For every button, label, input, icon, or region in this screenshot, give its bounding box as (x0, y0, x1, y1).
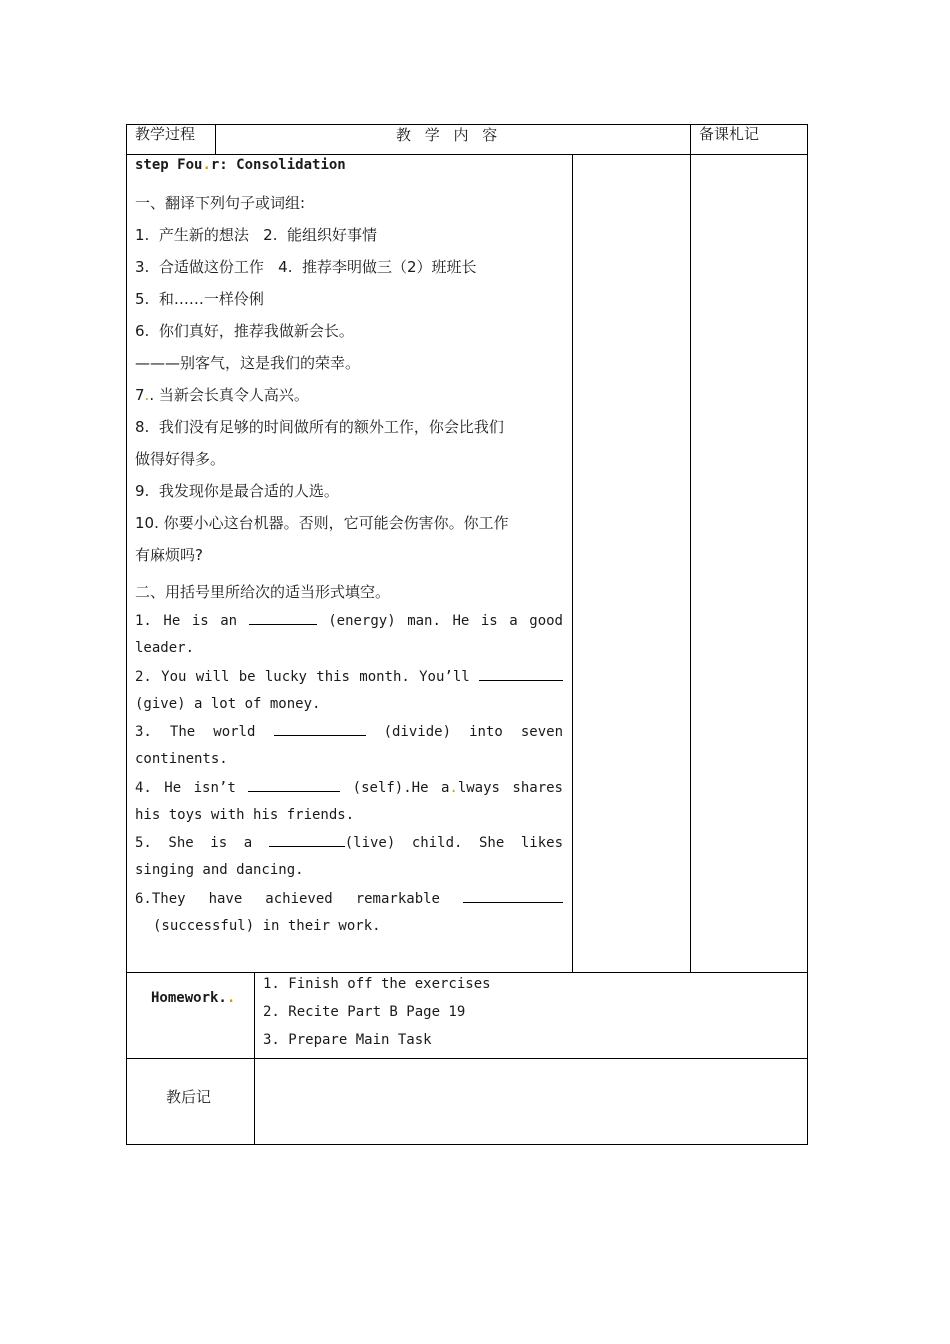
step-title (135, 155, 346, 175)
yellow-dot-mark: . (144, 386, 150, 404)
section1-line9b: 有麻烦吗? (135, 546, 203, 564)
section1-line3: 5. 和……一样伶俐 (135, 290, 264, 308)
question-3-line-b: continents. (135, 751, 228, 767)
question-4-line-a: 4. He isn’t (self).He a.lways shares (135, 777, 563, 798)
header-notes-label: 备课札记 (699, 125, 760, 143)
yellow-dot-mark: . (449, 780, 458, 796)
header-col-divider-2 (690, 124, 691, 154)
section1-line2: 3. 合适做这份工作 4. 推荐李明做三（2）班班长 (135, 258, 477, 276)
table-border-bottom (126, 1144, 808, 1145)
section1-line1: 1. 产生新的想法 2. 能组织好事情 (135, 226, 378, 244)
table-border-right (807, 124, 808, 1145)
answer-blank (249, 610, 317, 625)
question-1-line-a: 1. He is an (energy) man. He is a good (135, 610, 563, 631)
content-bottom-divider (126, 972, 808, 973)
yellow-dot-mark: . (202, 157, 211, 173)
header-col-divider-1 (215, 124, 216, 154)
section1-line6-number: 7 (135, 386, 145, 404)
answer-blank (479, 666, 563, 681)
header-process-label: 教学过程 (135, 125, 196, 143)
question-2-line-b: (give) a lot of money. (135, 696, 321, 712)
table-border-left (126, 124, 127, 1145)
question-3-line-a: 3. The world (divide) into seven (135, 721, 563, 742)
yellow-dot-mark: . (226, 990, 236, 1006)
question-2-line-a: 2. You will be lucky this month. You’ll (135, 666, 563, 687)
reflection-label: 教后记 (166, 1088, 212, 1106)
question-6-line-a: 6.They have achieved remarkable (135, 888, 563, 909)
section1-heading: 一、翻译下列句子或词组: (135, 194, 306, 212)
answer-blank (463, 888, 563, 903)
section2-heading: 二、用括号里所给次的适当形式填空。 (135, 583, 391, 601)
content-col-divider-1 (572, 154, 573, 972)
question-4-line-b: his toys with his friends. (135, 807, 355, 823)
answer-blank (269, 832, 345, 847)
reflection-content-area[interactable] (255, 1059, 807, 1144)
answer-blank (248, 777, 340, 792)
section1-line5: ———别客气，这是我们的荣幸。 (135, 354, 361, 372)
section1-line9a: 10. 你要小心这台机器。否则，它可能会伤害你。你工作 (135, 514, 509, 532)
section1-line6 (135, 385, 309, 405)
question-6-line-b: (successful) in their work. (153, 918, 381, 934)
section1-line8: 9. 我发现你是最合适的人选。 (135, 482, 339, 500)
header-content-label: 教 学 内 容 (396, 126, 498, 144)
homework-item-1: 1. Finish off the exercises (263, 976, 491, 992)
content-col-divider-2 (690, 154, 691, 972)
answer-blank (274, 721, 366, 736)
step-title-part-a: step Fou (135, 157, 203, 173)
homework-label: Homework.. (151, 990, 236, 1006)
question-5-line-b: singing and dancing. (135, 862, 304, 878)
section1-line7b: 做得好得多。 (135, 450, 226, 468)
homework-item-2: 2. Recite Part B Page 19 (263, 1004, 466, 1020)
question-5-line-a: 5. She is a (live) child. She likes (135, 832, 563, 853)
step-title-part-b: r: Consolidation (210, 157, 346, 173)
question-1-line-b: leader. (135, 640, 195, 656)
section1-line6-text: . 当新会长真令人高兴。 (149, 386, 309, 404)
homework-item-3: 3. Prepare Main Task (263, 1032, 432, 1048)
section1-line4: 6. 你们真好，推荐我做新会长。 (135, 322, 354, 340)
section1-line7a: 8. 我们没有足够的时间做所有的额外工作，你会比我们 (135, 418, 504, 436)
